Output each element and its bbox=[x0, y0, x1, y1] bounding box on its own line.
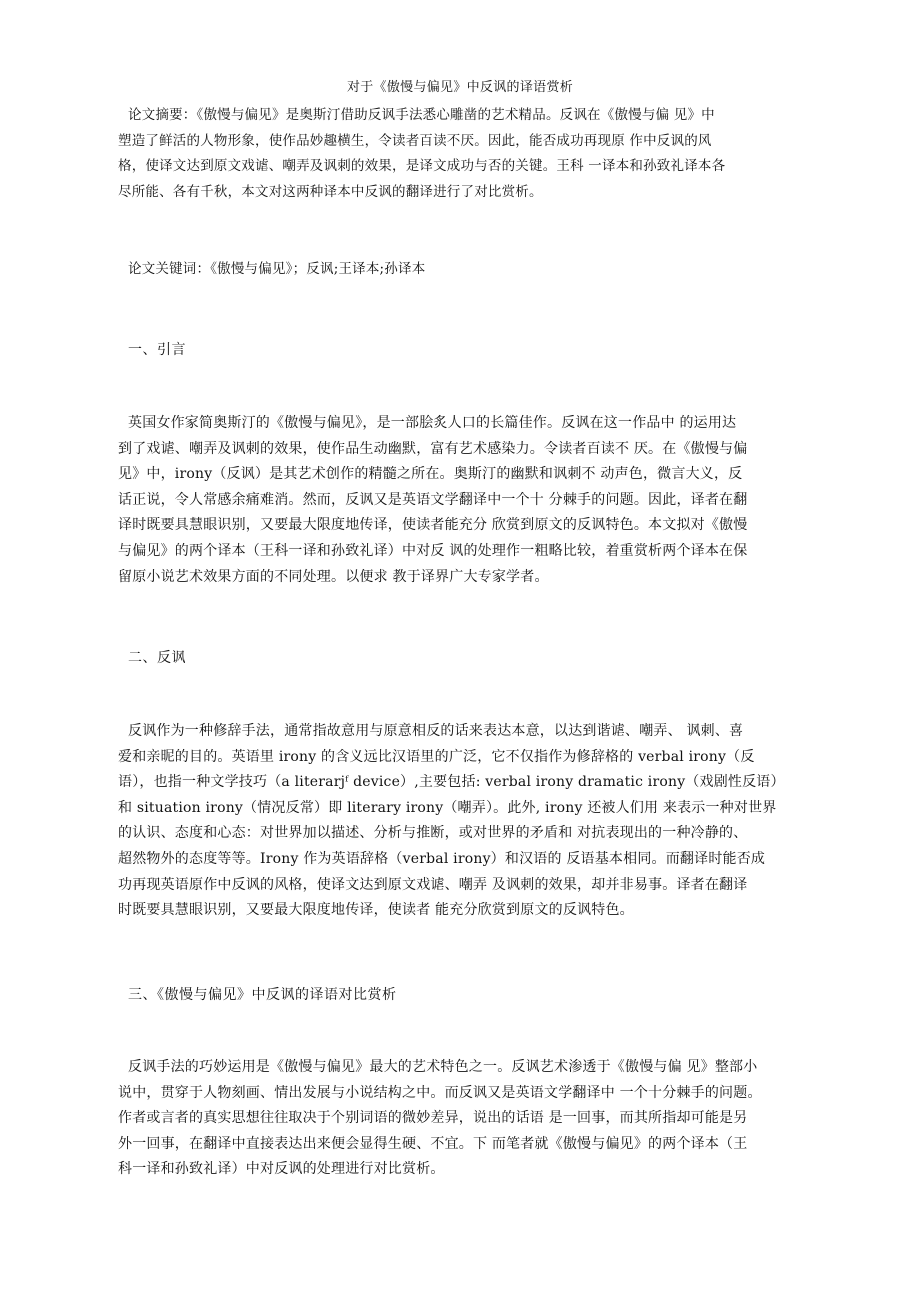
paragraph-line: 和 situation irony（情况反常）即 literary irony（嘲弄）。此外, irony 还被人们用 来表示一种对世界 bbox=[118, 799, 777, 816]
paragraph-line: 话正说，令人常感余痛难消。然而，反讽又是英语文学翻译中一个十 分棘手的问题。因此，译者在翻 bbox=[118, 491, 748, 508]
paragraph-line: 科一译和孙致礼译）中对反讽的处理进行对比赏析。 bbox=[118, 1161, 445, 1178]
introduction-paragraph bbox=[118, 411, 808, 590]
paragraph-line: 外一回事，在翻译中直接表达出来便会显得生硬、不宜。下 而笔者就《傲慢与偏见》的两个译本（王 bbox=[118, 1135, 748, 1152]
paragraph-line: 的认识、态度和心态：对世界加以描述、分析与推断，或对世界的矛盾和 对抗表现出的一种冷静的、 bbox=[118, 825, 748, 842]
paragraph-line: 超然物外的态度等等。Irony 作为英语辞格（verbal irony）和汉语的 反语基本相同。而翻译时能否成 bbox=[118, 850, 766, 867]
paragraph-line: 时既要具慧眼识别，又要最大限度地传译，使读者 能充分欣赏到原文的反讽特色。 bbox=[118, 902, 634, 919]
paragraph-line: 译时既要具慧眼识别，又要最大限度地传译，使读者能充分 欣赏到原文的反讽特色。本文拟对《傲慢 bbox=[118, 517, 748, 534]
paragraph-line: 见》中，irony（反讽）是其艺术创作的精髓之所在。奥斯汀的幽默和讽刺不 动声色，微言大义，反 bbox=[118, 466, 743, 483]
section-heading-comparison: 三、《傲慢与偏见》中反讽的译语对比赏析 bbox=[128, 987, 397, 1003]
paragraph-line: 说中，贯穿于人物刻画、情出发展与小说结构之中。而反讽又是英语文学翻译中 一个十分棘手的问题。 bbox=[118, 1084, 762, 1101]
paragraph-line: 到了戏谑、嘲弄及讽刺的效果，使作品生动幽默，富有艺术感染力。令读者百读不 厌。在《傲慢与偏 bbox=[118, 440, 748, 457]
abstract-line: 尽所能、各有千秋，本文对这两种译本中反讽的翻译进行了对比赏析。 bbox=[118, 183, 543, 200]
paragraph-line: 反讽作为一种修辞手法，通常指故意用与原意相反的话来表达本意，以达到谐谑、嘲弄、 讽刺、喜 bbox=[128, 723, 744, 739]
document-title: 对于《傲慢与偏见》中反讽的译语赏析 bbox=[346, 80, 574, 95]
comparison-paragraph bbox=[118, 1055, 808, 1183]
section-heading-introduction: 一、引言 bbox=[128, 342, 186, 358]
abstract-line: 塑造了鲜活的人物形象，使作品妙趣横生，令读者百读不厌。因此，能否成功再现原 作中反讽的风 bbox=[118, 132, 712, 149]
abstract-line: 论文摘要：《傲慢与偏见》是奥斯汀借助反讽手法悉心雕凿的艺术精品。反讽在《傲慢与偏 见》中 bbox=[128, 107, 715, 123]
paragraph-line: 留原小说艺术效果方面的不同处理。以便求 教于译界广大专家学者。 bbox=[118, 568, 549, 585]
keywords-line: 论文关键词：《傲慢与偏见》；反讽;王译本;孙译本 bbox=[128, 261, 426, 277]
paragraph-line: 爱和亲昵的目的。英语里 irony 的含义远比汉语里的广泛，它不仅指作为修辞格的 verbal irony（反 bbox=[118, 748, 755, 765]
paragraph-line: 语），也指一种文学技巧（a literarjᶠ device）,主要包括: verbal irony dramatic irony（戏剧性反语） bbox=[118, 774, 785, 791]
paragraph-line: 英国女作家简奥斯汀的《傲慢与偏见》，是一部脍炙人口的长篇佳作。反讽在这一作品中 的运用达 bbox=[128, 415, 737, 431]
paragraph-line: 作者或言者的真实思想往往取决于个别词语的微妙差异，说出的话语 是一回事，而其所指却可能是另 bbox=[118, 1110, 748, 1127]
paragraph-line: 功再现英语原作中反讽的风格，使译文达到原文戏谑、嘲弄 及讽刺的效果，却并非易事。译者在翻译 bbox=[118, 876, 748, 893]
keywords-paragraph bbox=[118, 257, 808, 283]
paragraph-line: 与偏见》的两个译本（王科一译和孙致礼译）中对反 讽的处理作一粗略比较，着重赏析两个译本在保 bbox=[118, 542, 748, 559]
irony-paragraph bbox=[118, 719, 808, 924]
abstract-line: 格，使译文达到原文戏谑、嘲弄及讽刺的效果，是译文成功与否的关键。王科 一译本和孙致礼译本各 bbox=[118, 158, 726, 175]
abstract-paragraph bbox=[118, 103, 808, 205]
section-heading-irony: 二、反讽 bbox=[128, 650, 186, 666]
paragraph-line: 反讽手法的巧妙运用是《傲慢与偏见》最大的艺术特色之一。反讽艺术渗透于《傲慢与偏 见》整部小 bbox=[128, 1059, 758, 1075]
